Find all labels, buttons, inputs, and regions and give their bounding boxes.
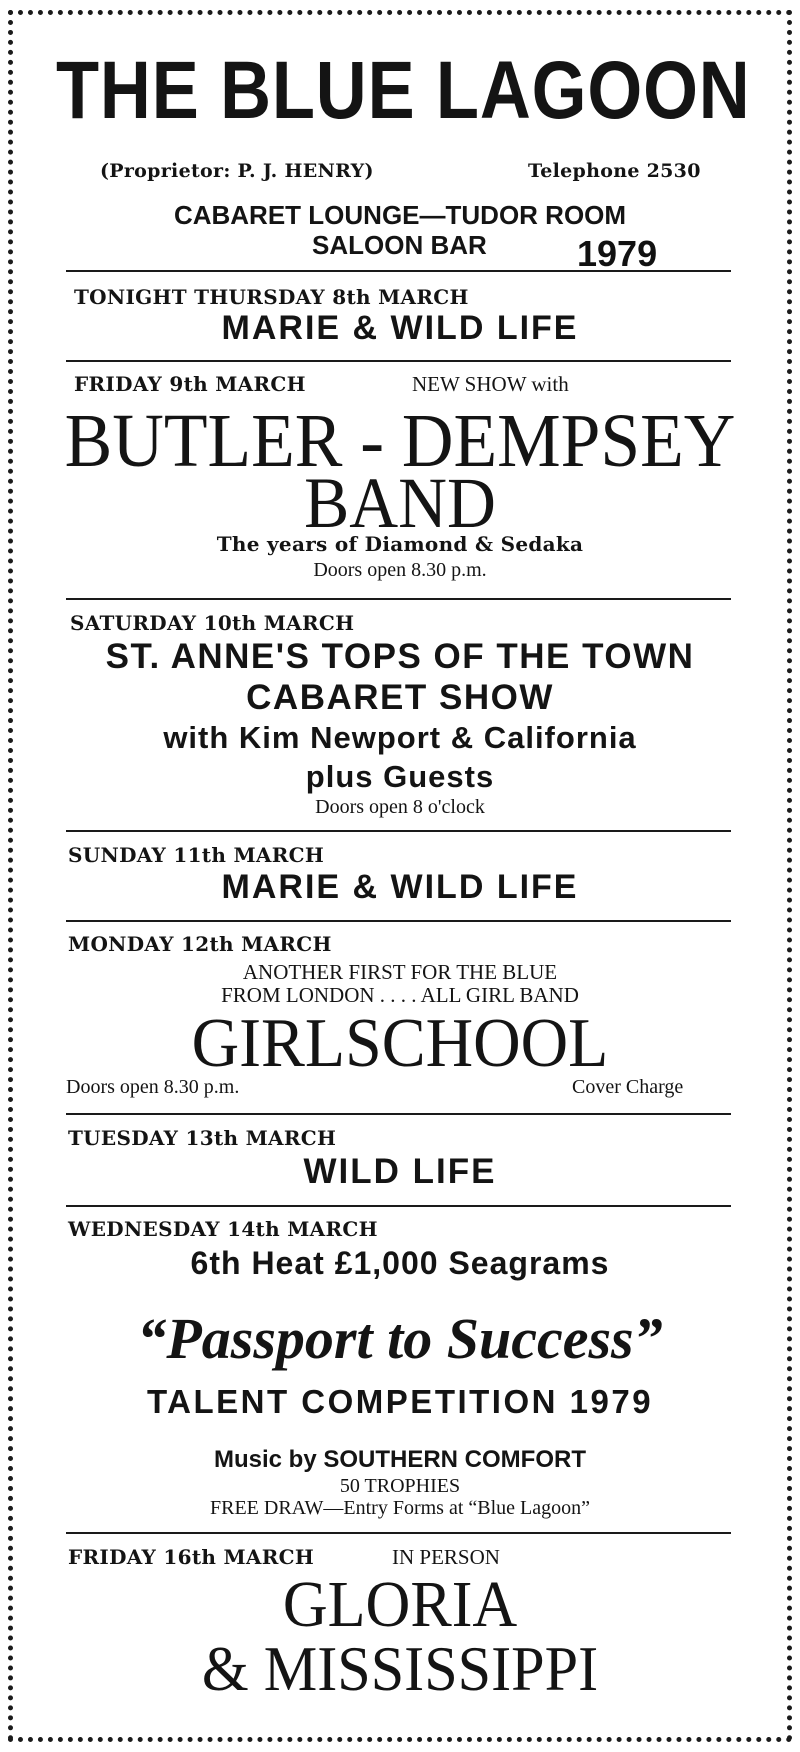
event-date: TONIGHT THURSDAY 8th MARCH bbox=[74, 285, 469, 309]
event-date: SATURDAY 10th MARCH bbox=[70, 611, 355, 635]
event-act-line-4: plus Guests bbox=[305, 759, 495, 794]
divider bbox=[66, 1532, 731, 1534]
divider bbox=[66, 1205, 731, 1207]
event-date: FRIDAY 9th MARCH bbox=[74, 372, 306, 396]
divider bbox=[66, 270, 731, 272]
event-act-line-2: & MISSISSIPPI bbox=[201, 1633, 599, 1704]
event-doors: Doors open 8.30 p.m. bbox=[66, 1076, 240, 1098]
event-competition: TALENT COMPETITION 1979 bbox=[146, 1383, 654, 1420]
event-act-line-3: with Kim Newport & California bbox=[163, 720, 637, 755]
event-date: SUNDAY 11th MARCH bbox=[68, 843, 325, 867]
event-note-2: FROM LONDON . . . . ALL GIRL BAND bbox=[221, 983, 579, 1007]
event-act: WILD LIFE bbox=[303, 1152, 497, 1191]
divider bbox=[66, 1113, 731, 1115]
year-stamp: 1979 bbox=[577, 233, 658, 274]
event-date: FRIDAY 16th MARCH bbox=[68, 1545, 315, 1569]
event-doors: Doors open 8 o'clock bbox=[315, 796, 485, 818]
event-doors: Doors open 8.30 p.m. bbox=[313, 559, 487, 581]
event-music: Music by SOUTHERN COMFORT bbox=[213, 1446, 586, 1473]
proprietor-line: (Proprietor: P. J. HENRY) bbox=[100, 160, 374, 182]
event-act-line-1: BUTLER - DEMPSEY bbox=[64, 399, 736, 483]
divider bbox=[66, 920, 731, 922]
venue-title: THE BLUE LAGOON bbox=[56, 45, 751, 136]
event-note: IN PERSON bbox=[392, 1545, 500, 1569]
event-date: MONDAY 12th MARCH bbox=[68, 932, 332, 956]
event-act: MARIE & WILD LIFE bbox=[221, 309, 579, 347]
event-act-line-2: BAND bbox=[304, 463, 496, 543]
event-heat: 6th Heat £1,000 Seagrams bbox=[190, 1245, 610, 1281]
event-date: WEDNESDAY 14th MARCH bbox=[68, 1217, 378, 1241]
rooms-line-1: CABARET LOUNGE—TUDOR ROOM bbox=[173, 200, 627, 230]
divider bbox=[66, 830, 731, 832]
divider bbox=[66, 598, 731, 600]
event-act: MARIE & WILD LIFE bbox=[221, 868, 579, 906]
event-charge: Cover Charge bbox=[572, 1076, 684, 1098]
event-trophies: 50 TROPHIES bbox=[339, 1475, 461, 1497]
event-subtitle: The years of Diamond & Sedaka bbox=[216, 532, 584, 556]
rooms-line-2: SALOON BAR bbox=[312, 230, 487, 260]
event-date: TUESDAY 13th MARCH bbox=[68, 1126, 337, 1150]
event-headline: “Passport to Success” bbox=[137, 1306, 663, 1371]
event-act: GIRLSCHOOL bbox=[191, 1005, 609, 1082]
divider bbox=[66, 360, 731, 362]
event-act-line-2: CABARET SHOW bbox=[246, 678, 554, 717]
event-note: NEW SHOW with bbox=[412, 372, 569, 396]
event-act-line-1: ST. ANNE'S TOPS OF THE TOWN bbox=[105, 637, 695, 676]
event-draw: FREE DRAW—Entry Forms at “Blue Lagoon” bbox=[209, 1497, 590, 1519]
event-note-1: ANOTHER FIRST FOR THE BLUE bbox=[242, 960, 558, 984]
telephone-line: Telephone 2530 bbox=[528, 160, 701, 182]
event-act-line-1: GLORIA bbox=[282, 1568, 518, 1641]
